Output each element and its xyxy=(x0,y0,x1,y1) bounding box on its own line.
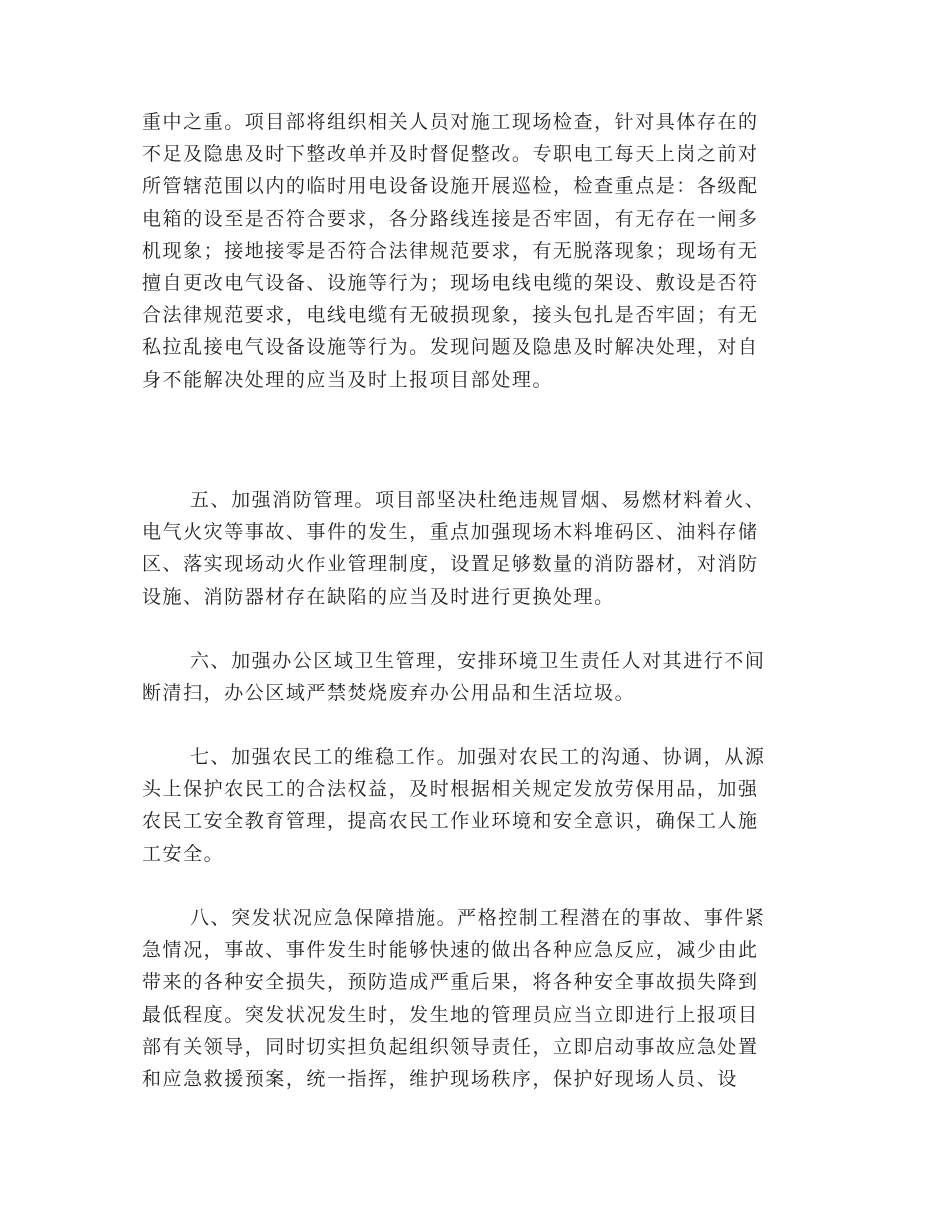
text-line: 部有关领导，同时切实担负起组织领导责任，立即启动事故应急处置 xyxy=(142,1035,759,1058)
text-line: 合法律规范要求，电线电缆有无破损现象，接头包扎是否牢固；有无 xyxy=(142,304,759,327)
text-line: 头上保护农民工的合法权益，及时根据相关规定发放劳保用品，加强 xyxy=(142,778,759,801)
paragraph-migrant-workers xyxy=(142,741,822,870)
paragraph-office-hygiene xyxy=(142,645,822,709)
text-line: 电箱的设至是否符合要求，各分路线连接是否牢固，有无存在一闸多 xyxy=(142,207,759,230)
text-line: 不足及隐患及时下整改单并及时督促整改。专职电工每天上岗之前对 xyxy=(142,143,759,166)
text-line: 急情况，事故、事件发生时能够快速的做出各种应急反应，减少由此 xyxy=(142,939,759,962)
text-line: 六、加强办公区域卫生管理，安排环境卫生责任人对其进行不间 xyxy=(190,650,766,672)
text-line: 区、落实现场动火作业管理制度，设置足够数量的消防器材，对消防 xyxy=(142,553,759,576)
text-line: 身不能解决处理的应当及时上报项目部处理。 xyxy=(142,368,554,391)
paragraph-electrical-inspection xyxy=(142,106,822,396)
text-line: 八、突发状况应急保障措施。严格控制工程潜在的事故、事件紧 xyxy=(190,907,766,929)
text-line: 带来的各种安全损失，预防造成严重后果，将各种安全事故损失降到 xyxy=(142,971,759,994)
text-line: 擅自更改电气设备、设施等行为；现场电线电缆的架设、敷设是否符 xyxy=(142,271,759,294)
paragraph-fire-management xyxy=(142,484,822,613)
text-line: 工安全。 xyxy=(142,842,225,865)
text-line: 电气火灾等事故、事件的发生，重点加强现场木料堆码区、油料存储 xyxy=(142,521,759,544)
text-line: 所管辖范围以内的临时用电设备设施开展巡检，检查重点是：各级配 xyxy=(142,175,759,198)
text-line: 七、加强农民工的维稳工作。加强对农民工的沟通、协调，从源 xyxy=(190,746,766,768)
text-line: 断清扫，办公区域严禁焚烧废弃办公用品和生活垃圾。 xyxy=(142,682,636,705)
text-line: 和应急救援预案，统一指挥，维护现场秩序，保护好现场人员、设 xyxy=(142,1067,738,1090)
text-line: 重中之重。项目部将组织相关人员对施工现场检查，针对具体存在的 xyxy=(142,111,759,133)
text-line: 私拉乱接电气设备设施等行为。发现问题及隐患及时解决处理，对自 xyxy=(142,336,759,359)
text-line: 农民工安全教育管理，提高农民工作业环境和安全意识，确保工人施 xyxy=(142,810,759,833)
text-line: 五、加强消防管理。项目部坚决杜绝违规冒烟、易燃材料着火、 xyxy=(190,489,766,511)
text-line: 设施、消防器材存在缺陷的应当及时进行更换处理。 xyxy=(142,585,615,608)
text-line: 机现象；接地接零是否符合法律规范要求，有无脱落现象；现场有无 xyxy=(142,239,759,262)
text-line: 最低程度。突发状况发生时，发生地的管理员应当立即进行上报项目 xyxy=(142,1003,759,1026)
paragraph-emergency-measures xyxy=(142,902,822,1095)
